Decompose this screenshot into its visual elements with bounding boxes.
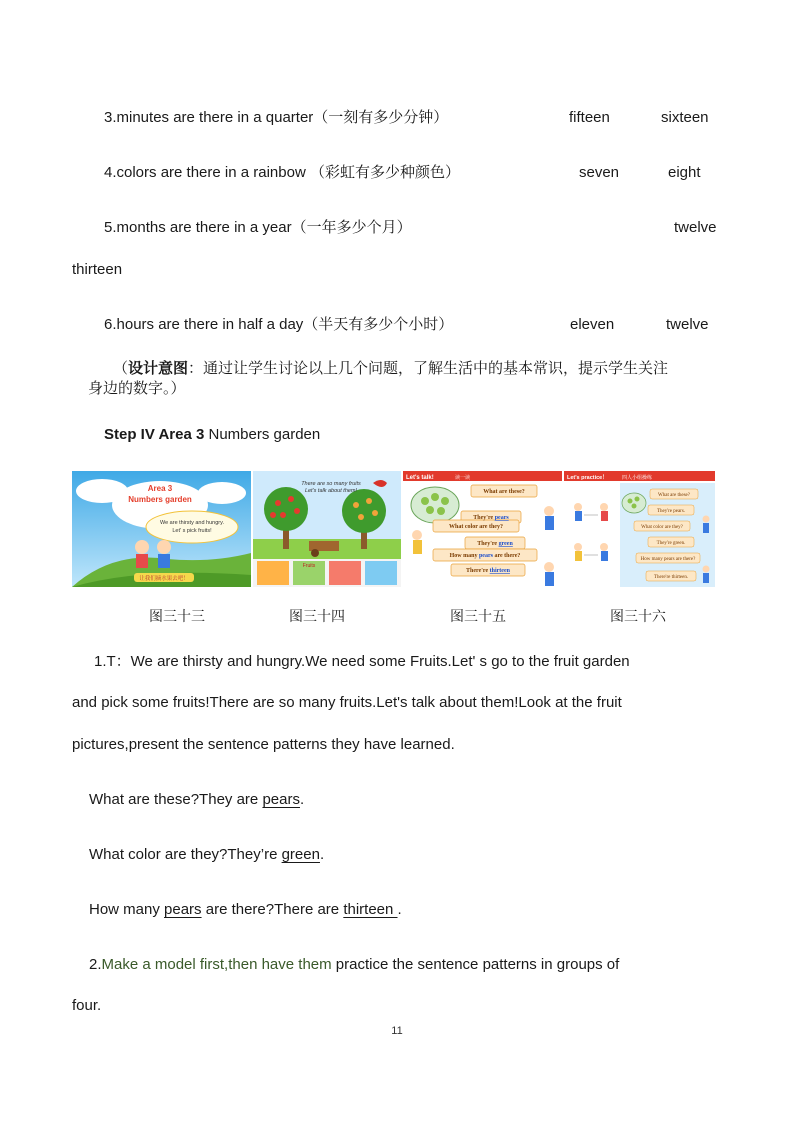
para2-number: 2. (89, 956, 102, 973)
question-6-option-1: eleven (570, 316, 615, 333)
question-5-option-2: thirteen (72, 261, 123, 278)
para2-green-text: Make a model first,then have them (101, 956, 332, 973)
slide-1-bubble-line2: Let' s pick fruits! (172, 528, 212, 534)
dialog-line-2-text: What color are they?They’re (89, 846, 282, 863)
slide-4-header-2: 四人小组操练 (622, 475, 653, 481)
question-3-option-2: sixteen (661, 109, 709, 126)
caption-36: 图三十六 (610, 608, 666, 624)
slide-lets-practice (564, 471, 715, 587)
question-4-option-2: eight (668, 164, 701, 181)
dialog-line-3-answer-1: pears (164, 901, 202, 918)
slide-3-q3: How many pears are there? (449, 553, 521, 559)
slide-3-header-2: 读一读 (455, 475, 471, 481)
slide-2-line2: Let's talk about them! (304, 488, 358, 494)
design-note-open-paren: （ (113, 360, 129, 377)
slide-2-line1: There are so many fruits (301, 481, 361, 487)
step-heading (104, 425, 320, 445)
slide-3-q1: What are these? (483, 489, 525, 495)
design-note-line1 (113, 359, 668, 379)
slide-1-image (72, 471, 251, 587)
slide-3-q2: What color are they? (449, 524, 503, 530)
dialog-line-3-text-b: are there?There are (201, 901, 344, 918)
slide-1-title-line2: Numbers garden (128, 495, 192, 504)
dialog-line-3 (89, 900, 402, 920)
dialog-line-3-answer-2: thirteen (343, 901, 398, 918)
para2-rest: practice the sentence patterns in groups of (331, 956, 620, 973)
slide-4-q1: What are these? (658, 493, 690, 498)
dialog-line-1-text: What are these?They are (89, 791, 263, 808)
dialog-line-1 (89, 790, 304, 810)
slide-1-bubble-line1: We are thirsty and hungry. (160, 520, 224, 526)
caption-33: 图三十三 (149, 608, 205, 624)
slide-4-a3: There're thirteen. (653, 575, 689, 580)
para2-line1 (89, 955, 619, 975)
slide-2-image (253, 471, 401, 587)
step-heading-bold: Step IV Area 3 (104, 426, 205, 443)
question-6-option-2: twelve (666, 316, 709, 333)
slide-4-q2: What color are they? (641, 525, 683, 530)
slide-numbers-garden (72, 471, 251, 587)
slide-4-header: Let's practice！ (567, 475, 608, 481)
step-heading-rest: Numbers garden (204, 426, 321, 443)
dialog-line-1-period: . (299, 791, 305, 808)
slide-lets-talk (403, 471, 562, 587)
question-5: 5.months are there in a year（一年多少个月） (104, 219, 412, 236)
slide-3-header: Let's talk! (406, 475, 434, 481)
slide-fruit-garden (253, 471, 401, 587)
dialog-line-2 (89, 845, 324, 865)
dialog-line-3-text-a: How many (89, 901, 165, 918)
slide-3-a1: They're pears (473, 515, 509, 521)
question-4: 4.colors are there in a rainbow （彩虹有多少种颜色） (104, 164, 460, 181)
slide-4-a2: They're green. (656, 541, 686, 546)
para1-line1: 1.T：We are thirsty and hungry.We need some Fruits.Let' s go to the fruit garden (94, 653, 630, 670)
design-note-line2: 身边的数字。） (88, 380, 186, 397)
page-number: 11 (391, 1025, 403, 1037)
slide-2-tag: Fruits (302, 563, 316, 569)
question-6: 6.hours are there in half a day（半天有多少个小时） (104, 316, 454, 333)
caption-35: 图三十五 (450, 608, 506, 624)
slide-3-a2: They're green (477, 541, 513, 547)
slide-4-q3: How many pears are there? (640, 557, 696, 562)
dialog-line-1-answer: pears (262, 791, 300, 808)
slide-4-image (564, 471, 715, 587)
para1-line3: pictures,present the sentence patterns they have learned. (72, 736, 455, 753)
caption-34: 图三十四 (289, 608, 345, 624)
para1-line2: and pick some fruits!There are so many fruits.Let's talk about them!Look at the fruit (72, 694, 622, 711)
dialog-line-2-period: . (319, 846, 325, 863)
dialog-line-2-answer: green (281, 846, 320, 863)
slide-3-image (403, 471, 562, 587)
para2-line2: four. (72, 997, 102, 1014)
slide-1-title-line1: Area 3 (147, 484, 173, 493)
slide-4-a1: They're pears. (656, 509, 686, 514)
question-4-option-1: seven (579, 164, 620, 181)
slide-3-a3: There're thirteen (466, 568, 510, 574)
dialog-line-3-period: . (397, 901, 402, 918)
design-note-text: ：通过让学生讨论以上几个问题，了解生活中的基本常识，提示学生关注 (188, 360, 669, 377)
design-note-label: 设计意图 (128, 360, 189, 377)
question-3-option-1: fifteen (569, 109, 610, 126)
slide-1-banner: 让我们摘水果去吧！ (139, 576, 189, 582)
question-3: 3.minutes are there in a quarter（一刻有多少分钟） (104, 109, 449, 126)
question-5-option-1: twelve (674, 219, 717, 236)
